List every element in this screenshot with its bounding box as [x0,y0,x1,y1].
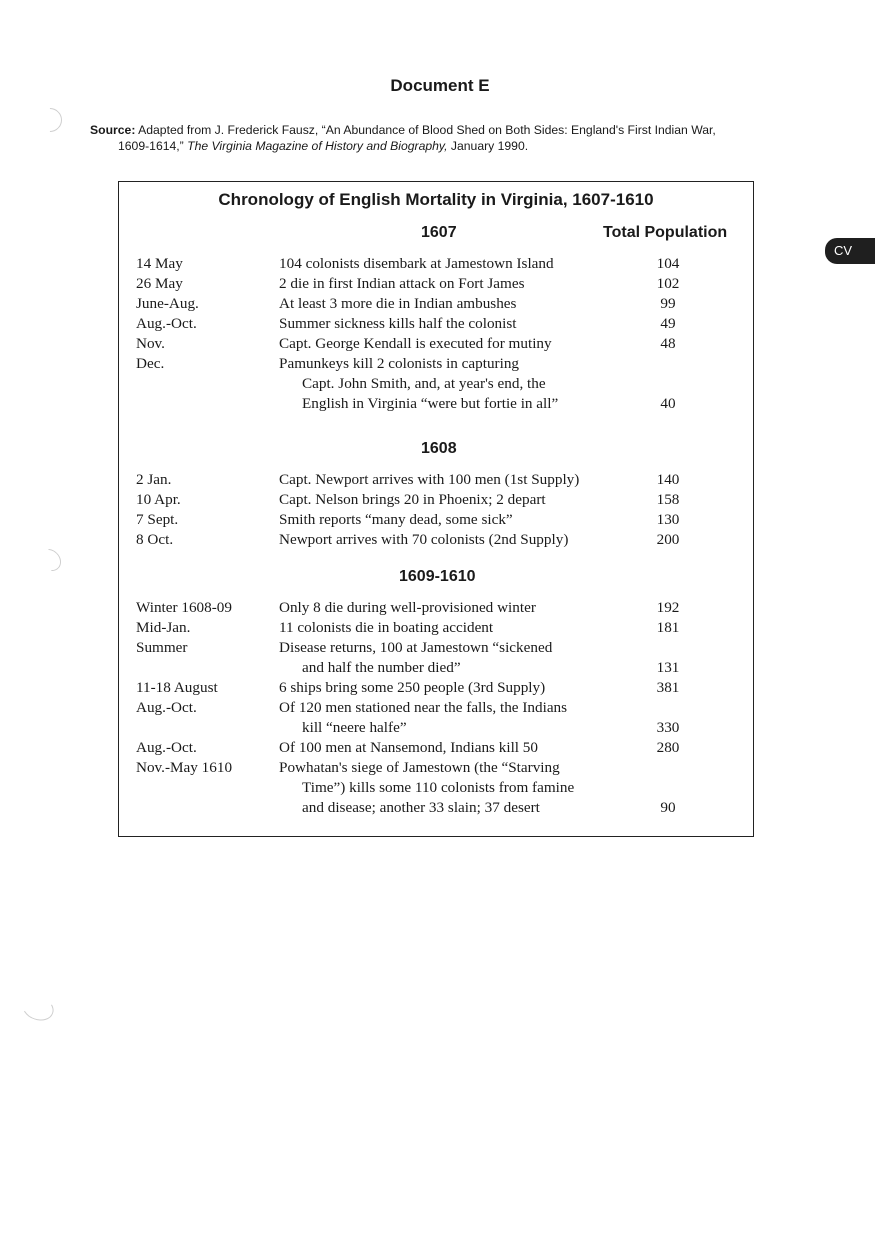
chronology-title: Chronology of English Mortality in Virginia, 1607-1610 [218,190,654,209]
entry-population: 192 [656,599,680,616]
entry-event-line: Pamunkeys kill 2 colonists in capturing [279,355,520,372]
entry-event-line: 11 colonists die in boating accident [279,619,494,636]
section-year-1609-1610: 1609-1610 [399,568,476,585]
population-header: Total Population [603,224,728,241]
entry-event-line: 2 die in first Indian attack on Fort James [279,275,525,292]
entry-date: 26 May [136,275,183,292]
entry-date: June-Aug. [136,295,199,312]
entry-event-line: Only 8 die during well-provisioned winter [279,599,536,616]
entry-date: Aug.-Oct. [136,739,197,756]
entry-date: Nov. [136,335,165,352]
entry-event-line: and half the number died” [302,659,461,676]
source-date: January 1990. [447,139,529,153]
chronology-table [118,181,754,837]
entry-population: 49 [660,315,676,332]
entry-population: 99 [660,295,676,312]
entry-population: 48 [660,335,676,352]
entry-date: 8 Oct. [136,531,174,548]
section-year-1608: 1608 [421,440,457,457]
entry-date: Mid-Jan. [136,619,191,636]
scan-mark-bottom [19,991,57,1024]
entry-event-line: English in Virginia “were but fortie in all” [302,395,559,412]
entry-date: Nov.-May 1610 [136,759,233,776]
entry-event-line: Summer sickness kills half the colonist [279,315,517,332]
document-title: Document E [390,76,490,95]
entry-event-line: Capt. Newport arrives with 100 men (1st Supply) [279,471,580,488]
entry-date: Aug.-Oct. [136,699,197,716]
entry-event-line: 104 colonists disembark at Jamestown Island [279,255,554,272]
source-journal: The Virginia Magazine of History and Biography, [187,139,448,153]
entry-event-line: Powhatan's siege of Jamestown (the “Starving [279,759,560,776]
entry-event-line: Capt. John Smith, and, at year's end, the [302,375,546,392]
entry-date: Summer [136,639,188,656]
entry-event-line: Capt. George Kendall is executed for mutiny [279,335,552,352]
entry-event-line: and disease; another 33 slain; 37 desert [302,799,540,816]
entry-date: 7 Sept. [136,511,179,528]
section-year-1607: 1607 [421,224,457,241]
entry-population: 381 [656,679,680,696]
entry-population: 90 [660,799,676,816]
entry-population: 200 [656,531,680,548]
entry-population: 104 [656,255,680,272]
entry-event-line: At least 3 more die in Indian ambushes [279,295,517,312]
entry-event-line: Of 100 men at Nansemond, Indians kill 50 [279,739,538,756]
entry-population: 130 [656,511,680,528]
entry-date: Winter 1608-09 [136,599,232,616]
source-label: Source: [90,123,136,137]
entry-date: Dec. [136,355,165,372]
entry-population: 280 [656,739,680,756]
entry-population: 131 [656,659,680,676]
scan-mark-middle [34,544,65,575]
entry-date: 2 Jan. [136,471,172,488]
entry-date: Aug.-Oct. [136,315,197,332]
entry-date: 14 May [136,255,183,272]
source-text: Adapted from J. Frederick Fausz, “An Abundance of Blood Shed on Both Sides: England's First Indian War, [135,123,716,137]
entry-population: 140 [656,471,680,488]
side-tab-cv[interactable]: CV [825,238,875,264]
entry-population: 330 [656,719,680,736]
entry-event-line: kill “neere halfe” [302,719,407,736]
entry-date: 10 Apr. [136,491,181,508]
entry-population: 181 [656,619,680,636]
entry-event-line: Disease returns, 100 at Jamestown “sickened [279,639,553,656]
entry-event-line: Of 120 men stationed near the falls, the Indians [279,699,568,716]
entry-event-line: 6 ships bring some 250 people (3rd Supply) [279,679,546,696]
source-text-2: 1609-1614,” [118,139,188,153]
entry-event-line: Time”) kills some 110 colonists from famine [302,779,575,796]
entry-population: 102 [656,275,680,292]
entry-event-line: Smith reports “many dead, some sick” [279,511,513,528]
scan-mark-top [33,103,67,137]
entry-date: 11-18 August [136,679,218,696]
source-citation [90,122,800,154]
entry-event-line: Capt. Nelson brings 20 in Phoenix; 2 depart [279,491,546,508]
entry-population: 40 [660,395,676,412]
entry-population: 158 [656,491,680,508]
entry-event-line: Newport arrives with 70 colonists (2nd Supply) [279,531,569,548]
